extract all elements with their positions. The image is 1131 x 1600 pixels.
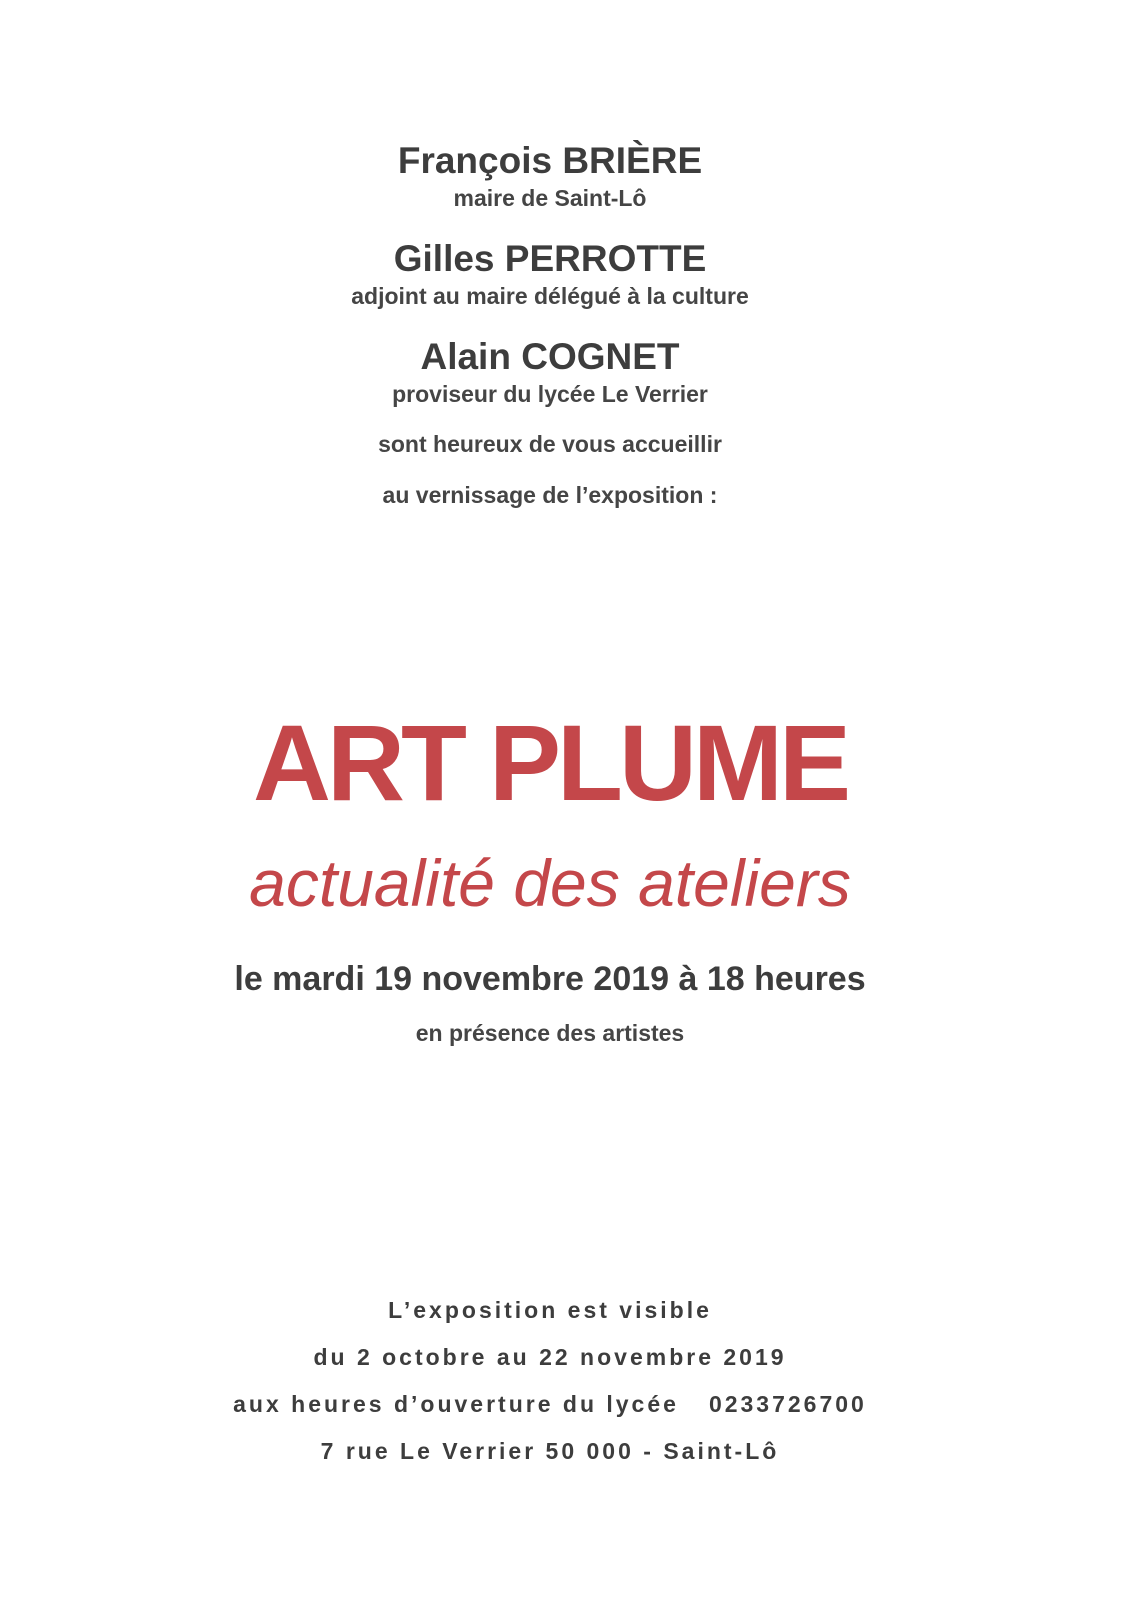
event-date: le mardi 19 novembre 2019 à 18 heures	[234, 960, 866, 998]
opening-hours-text: aux heures d’ouverture du lycée	[233, 1391, 679, 1417]
info-line-1: L’exposition est visible	[388, 1297, 712, 1323]
event-title: ART PLUME	[253, 702, 847, 823]
info-address: 7 rue Le Verrier 50 000 - Saint-Lô	[320, 1438, 780, 1464]
info-line-3	[0, 1391, 1100, 1418]
host-role-2: adjoint au maire délégué à la culture	[351, 283, 749, 309]
phone-number: 0233726700	[708, 1391, 867, 1417]
intro-line-1: sont heureux de vous accueillir	[378, 431, 722, 457]
event-presence: en présence des artistes	[415, 1020, 685, 1046]
info-line-2: du 2 octobre au 22 novembre 2019	[313, 1344, 787, 1370]
host-role-3: proviseur du lycée Le Verrier	[392, 381, 708, 407]
event-subtitle: actualité des ateliers	[249, 846, 851, 920]
host-role-1: maire de Saint-Lô	[453, 185, 647, 211]
host-name-3: Alain COGNET	[420, 336, 680, 377]
host-name-1: François BRIÈRE	[397, 140, 703, 181]
intro-line-2: au vernissage de l’exposition :	[382, 482, 718, 508]
host-name-2: Gilles PERROTTE	[393, 238, 707, 279]
